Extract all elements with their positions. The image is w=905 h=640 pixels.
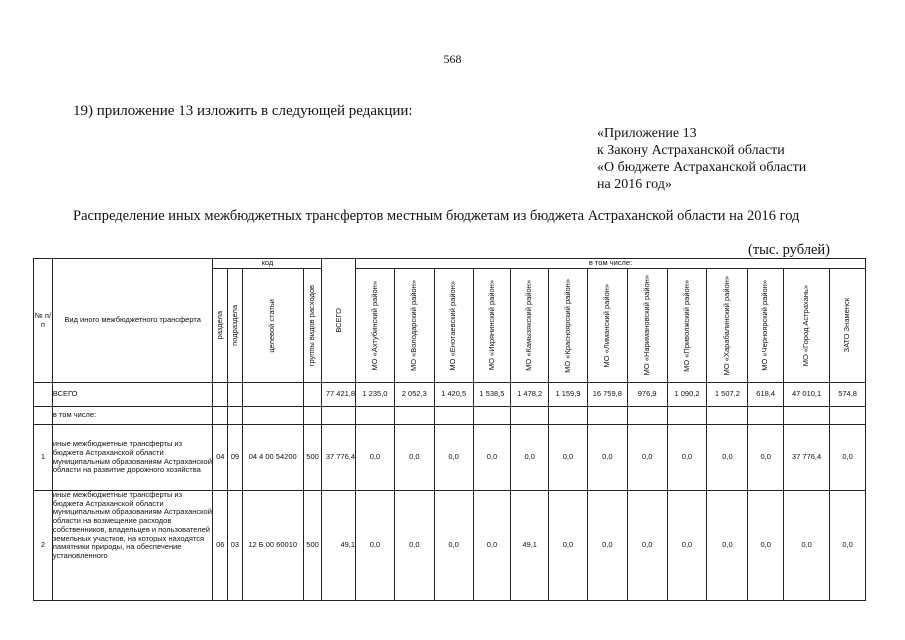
table-cell: 574,8	[830, 383, 866, 407]
table-cell-total: 77 421,8	[322, 383, 356, 407]
table-row-total	[34, 383, 866, 407]
header-district	[511, 269, 549, 383]
header-target-article-text: целевой статьи	[267, 298, 277, 353]
page-number: 568	[443, 52, 462, 66]
table-cell: 0,0	[394, 491, 434, 601]
units-label: (тыс. рублей)	[748, 242, 830, 258]
table-cell: 16 759,8	[587, 383, 627, 407]
table-cell: 0,0	[627, 491, 667, 601]
table-cell	[228, 407, 243, 425]
table-cell: 1 507,2	[707, 383, 748, 407]
table-cell: 618,4	[748, 383, 784, 407]
table-cell-total: 37 776,4	[322, 425, 356, 491]
table-cell: 0,0	[667, 491, 707, 601]
header-row-top	[34, 259, 866, 269]
district-name: МО «Ахтубинский район»	[369, 280, 379, 371]
table-cell	[511, 407, 549, 425]
district-name: МО «Володарский район»	[409, 279, 419, 372]
table-cell: 0,0	[473, 491, 511, 601]
district-name: МО «Черноярский район»	[760, 280, 770, 371]
table-cell-subsection: 09	[228, 425, 243, 491]
table-cell: 0,0	[587, 491, 627, 601]
table-cell	[242, 407, 303, 425]
table-cell: 0,0	[394, 425, 434, 491]
table-cell: 0,0	[707, 425, 748, 491]
table-cell-transfer-type: иные межбюджетные трансферты из бюджета Астраханской области муниципальным образованиям Астраханской области на возмещение расходов собственников, владельцев и пользователей земельных участков, на которых находятся памятники природы, на обеспечение установленного	[52, 491, 213, 601]
table-row	[34, 425, 866, 491]
table-cell	[356, 407, 395, 425]
table-cell: 0,0	[830, 425, 866, 491]
table-cell: 0,0	[748, 491, 784, 601]
header-district	[549, 269, 588, 383]
table-cell: 0,0	[356, 491, 395, 601]
table-cell: 0,0	[587, 425, 627, 491]
district-name: МО «Харабалинский район»	[722, 275, 732, 376]
header-section-text: раздела	[214, 311, 224, 340]
district-name: МО «Енотаевский район»	[448, 280, 458, 371]
table-row	[34, 491, 866, 601]
table-cell	[303, 383, 322, 407]
table-cell: 37 776,4	[784, 425, 830, 491]
header-expense-group-text: группы видов расходов	[307, 284, 317, 367]
header-including: в том числе:	[356, 259, 866, 269]
header-district	[748, 269, 784, 383]
district-name: МО «Лиманский район»	[602, 283, 612, 368]
table-cell	[34, 407, 53, 425]
district-name: МО «Приволжский район»	[681, 279, 691, 372]
table-cell	[228, 383, 243, 407]
table-cell: 49,1	[511, 491, 549, 601]
table-cell	[322, 407, 356, 425]
amendment-instruction: 19) приложение 13 изложить в следующей редакции:	[73, 103, 413, 119]
table-cell: 0,0	[667, 425, 707, 491]
district-name: ЗАТО Знаменск	[842, 298, 852, 353]
table-cell-expense-group: 500	[303, 491, 322, 601]
header-subsection	[228, 269, 243, 383]
table-cell: 0,0	[549, 491, 588, 601]
header-district	[667, 269, 707, 383]
table-cell	[473, 407, 511, 425]
header-expense-group	[303, 269, 322, 383]
table-cell-total: 49,1	[322, 491, 356, 601]
table-cell: 1 159,9	[549, 383, 588, 407]
table-cell: 1 235,0	[356, 383, 395, 407]
header-district	[707, 269, 748, 383]
district-name: МО «Наримановский район»	[641, 275, 651, 376]
table-cell: 0,0	[627, 425, 667, 491]
header-target-article	[242, 269, 303, 383]
header-section	[213, 269, 228, 383]
table-cell-label: в том числе:	[52, 407, 213, 425]
header-transfer-type: Вид иного межбюджетного трансферта	[52, 259, 213, 383]
table-cell	[667, 407, 707, 425]
header-num: № п/п	[34, 259, 53, 383]
table-cell	[784, 407, 830, 425]
header-district	[784, 269, 830, 383]
district-name: МО «Икрянинский район»	[486, 280, 496, 371]
appendix-line-4: на 2016 год»	[597, 177, 672, 192]
table-cell: 2 052,3	[394, 383, 434, 407]
table-cell	[34, 383, 53, 407]
table-cell	[830, 407, 866, 425]
table-cell: 1 090,2	[667, 383, 707, 407]
table-cell	[707, 407, 748, 425]
table-cell: 47 010,1	[784, 383, 830, 407]
header-subsection-text: подраздела	[229, 305, 239, 346]
table-cell	[587, 407, 627, 425]
appendix-heading	[597, 125, 806, 193]
table-cell: 976,9	[627, 383, 667, 407]
table-cell-label: ВСЕГО	[52, 383, 213, 407]
table-cell: 0,0	[473, 425, 511, 491]
table-cell-target-article: 12 Б 00 60010	[242, 491, 303, 601]
table-cell: 0,0	[434, 491, 473, 601]
header-total-text: ВСЕГО	[333, 308, 343, 333]
table-row-including	[34, 407, 866, 425]
header-total	[322, 259, 356, 383]
district-name: МО «Камызякский район»	[524, 280, 534, 371]
table-cell	[394, 407, 434, 425]
table-cell-section: 04	[213, 425, 228, 491]
table-cell	[242, 383, 303, 407]
table-cell-num: 2	[34, 491, 53, 601]
table-cell-transfer-type: иные межбюджетные трансферты из бюджета Астраханской области муниципальным образованиям Астраханской области на развитие дорожного хозяйства	[52, 425, 213, 491]
header-district	[587, 269, 627, 383]
table-cell: 1 420,5	[434, 383, 473, 407]
district-name: МО «Красноярский район»	[562, 278, 572, 373]
table-cell: 0,0	[707, 491, 748, 601]
table-cell-expense-group: 500	[303, 425, 322, 491]
header-district	[356, 269, 395, 383]
table-cell: 0,0	[784, 491, 830, 601]
header-district	[830, 269, 866, 383]
header-district	[394, 269, 434, 383]
document-title: Распределение иных межбюджетных трансфертов местным бюджетам из бюджета Астраханской области на 2016 год	[73, 208, 800, 224]
district-name: МО «Город Астрахань»	[801, 284, 811, 367]
table-cell: 0,0	[511, 425, 549, 491]
table-cell: 0,0	[830, 491, 866, 601]
header-code: код	[213, 259, 322, 269]
table-cell-target-article: 04 4 00 54200	[242, 425, 303, 491]
header-district	[627, 269, 667, 383]
table-cell: 0,0	[356, 425, 395, 491]
table-cell: 1 478,2	[511, 383, 549, 407]
table-cell: 0,0	[434, 425, 473, 491]
table-cell	[627, 407, 667, 425]
table-cell-subsection: 03	[228, 491, 243, 601]
table-cell-section: 06	[213, 491, 228, 601]
header-district	[473, 269, 511, 383]
table-cell	[549, 407, 588, 425]
transfers-table	[33, 258, 866, 601]
header-district	[434, 269, 473, 383]
appendix-line-2: к Закону Астраханской области	[597, 143, 785, 158]
table-cell: 0,0	[748, 425, 784, 491]
table-cell	[434, 407, 473, 425]
appendix-line-3: «О бюджете Астраханской области	[597, 160, 807, 175]
appendix-line-1: «Приложение 13	[597, 126, 697, 141]
table-cell: 0,0	[549, 425, 588, 491]
table-cell	[303, 407, 322, 425]
table-cell	[213, 407, 228, 425]
table-cell	[748, 407, 784, 425]
table-cell-num: 1	[34, 425, 53, 491]
table-cell	[213, 383, 228, 407]
table-cell: 1 538,5	[473, 383, 511, 407]
